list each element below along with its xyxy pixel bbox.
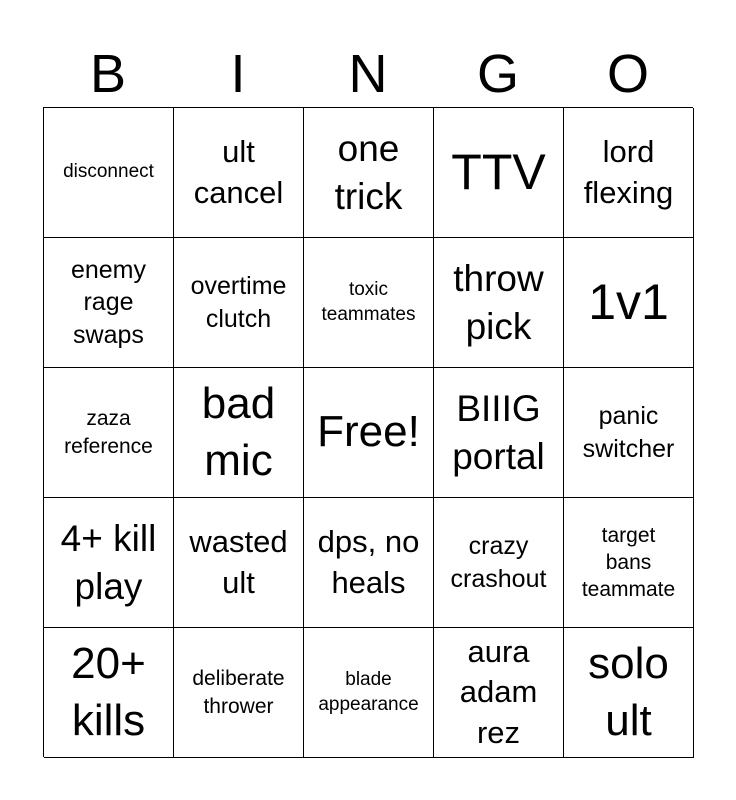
bingo-cell-r0-c0[interactable]	[44, 108, 174, 238]
bingo-cell-r4-c4[interactable]	[564, 628, 694, 758]
cell-label: panic switcher	[582, 402, 675, 463]
bingo-cell-r3-c4[interactable]	[564, 498, 694, 628]
cell-label: throw pick	[453, 258, 544, 347]
header-letter-o: O	[606, 44, 649, 104]
bingo-cell-r1-c3[interactable]	[434, 238, 564, 368]
header-letter-n: N	[348, 44, 388, 104]
cell-label: wasted ult	[189, 524, 288, 600]
bingo-cell-r1-c2[interactable]	[304, 238, 434, 368]
bingo-cell-r3-c1[interactable]	[174, 498, 304, 628]
bingo-cell-r2-c0[interactable]	[44, 368, 174, 498]
cell-label: bad mic	[201, 379, 276, 485]
cell-label: aura adam rez	[459, 634, 538, 750]
bingo-cell-r2-c3[interactable]	[434, 368, 564, 498]
bingo-cell-r2-c1[interactable]	[174, 368, 304, 498]
cell-label: target bans teammate	[581, 523, 676, 602]
cell-label: disconnect	[63, 161, 154, 183]
bingo-cell-r4-c0[interactable]	[44, 628, 174, 758]
bingo-cell-r1-c4[interactable]	[564, 238, 694, 368]
cell-label: 1v1	[588, 273, 669, 330]
bingo-header	[43, 40, 693, 108]
cell-label: dps, no heals	[317, 524, 420, 600]
cell-label: overtime clutch	[190, 272, 287, 333]
cell-label: 4+ kill play	[60, 518, 157, 607]
bingo-cell-r2-c4[interactable]	[564, 368, 694, 498]
cell-label: TTV	[451, 143, 546, 200]
cell-label: solo ult	[588, 639, 669, 745]
bingo-cell-r3-c3[interactable]	[434, 498, 564, 628]
bingo-cell-r4-c3[interactable]	[434, 628, 564, 758]
header-letter-g: G	[476, 44, 519, 104]
cell-label: enemy rage swaps	[70, 255, 147, 349]
header-letter-b: B	[89, 44, 127, 104]
cell-label: ult cancel	[193, 134, 284, 210]
bingo-cell-r4-c1[interactable]	[174, 628, 304, 758]
bingo-cell-r3-c0[interactable]	[44, 498, 174, 628]
bingo-cell-r1-c1[interactable]	[174, 238, 304, 368]
header-letter-i: I	[230, 44, 246, 104]
cell-label: zaza reference	[64, 407, 153, 458]
cell-label: lord flexing	[583, 134, 674, 210]
cell-label: blade appearance	[318, 668, 419, 715]
bingo-cell-r0-c1[interactable]	[174, 108, 304, 238]
bingo-board	[43, 107, 693, 757]
cell-label: deliberate thrower	[192, 667, 285, 718]
cell-label: one trick	[334, 128, 403, 217]
bingo-cell-r0-c2[interactable]	[304, 108, 434, 238]
free-space-label: Free!	[317, 407, 420, 457]
bingo-cell-r0-c3[interactable]	[434, 108, 564, 238]
bingo-cell-r4-c2[interactable]	[304, 628, 434, 758]
bingo-cell-free[interactable]	[304, 368, 434, 498]
cell-label: toxic teammates	[321, 278, 416, 325]
cell-label: 20+ kills	[71, 639, 146, 745]
cell-label: BIIIG portal	[452, 388, 545, 477]
bingo-cell-r0-c4[interactable]	[564, 108, 694, 238]
bingo-cell-r3-c2[interactable]	[304, 498, 434, 628]
cell-label: crazy crashout	[450, 532, 547, 593]
bingo-cell-r1-c0[interactable]	[44, 238, 174, 368]
